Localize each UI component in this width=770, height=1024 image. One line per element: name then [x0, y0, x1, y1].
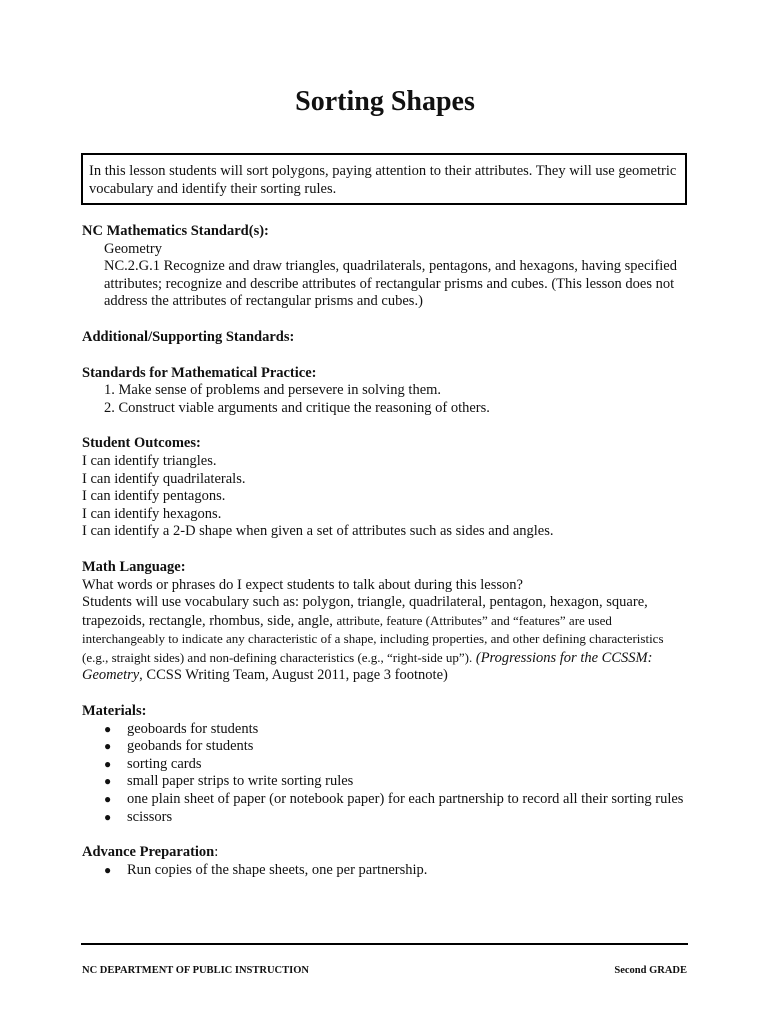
language-citation-title: (Progressions for the CCSSM: Geometry	[82, 649, 653, 684]
list-item: ● sorting cards	[82, 756, 692, 774]
lesson-summary-box	[81, 153, 687, 205]
language-citation-rest: , CCSS Writing Team, August 2011, page 3 footnote)	[139, 667, 448, 684]
footer-grade: Second GRADE	[614, 965, 687, 976]
practice-list	[82, 382, 692, 417]
page-title: Sorting Shapes	[295, 86, 475, 117]
list-item: I can identify quadrilaterals.	[82, 470, 246, 487]
list-item: ● one plain sheet of paper (or notebook paper) for each partnership to record all their sorting rules	[82, 791, 692, 809]
additional-standards-section	[82, 329, 692, 347]
practice-heading: Standards for Mathematical Practice:	[82, 364, 317, 381]
lesson-summary-text: In this lesson students will sort polygons, paying attention to their attributes. They will use geometric vocabulary and identify their sorting rules.	[89, 163, 677, 197]
footer-divider	[81, 943, 688, 945]
language-question: What words or phrases do I expect students to talk about during this lesson?	[82, 576, 523, 593]
additional-standards-heading: Additional/Supporting Standards:	[82, 328, 295, 345]
list-item: 2. Construct viable arguments and critique the reasoning of others.	[104, 399, 490, 416]
language-vocab: Students will use vocabulary such as: polygon, triangle, quadrilateral, pentagon, hexagon, square, trapezoids, rectangle, rhombus, side, angle,	[82, 594, 648, 629]
standards-domain: Geometry	[104, 240, 162, 257]
list-item: ● small paper strips to write sorting rules	[82, 773, 692, 791]
language-vocab-paragraph	[82, 594, 692, 685]
preparation-section	[82, 844, 692, 879]
list-item: I can identify hexagons.	[82, 505, 222, 522]
preparation-heading-line	[82, 844, 692, 862]
preparation-list	[82, 862, 692, 880]
preparation-colon: :	[214, 844, 219, 861]
list-item: ● geobands for students	[82, 738, 692, 756]
materials-section	[82, 703, 692, 826]
list-item: ● geoboards for students	[82, 721, 692, 739]
list-item: I can identify triangles.	[82, 452, 217, 469]
practice-section	[82, 365, 692, 418]
list-item: I can identify a 2-D shape when given a set of attributes such as sides and angles.	[82, 523, 554, 540]
preparation-heading: Advance Preparation	[82, 844, 215, 861]
language-note: attribute, feature (Attributes” and “features” are used interchangeably to indicate any characteristic of a shape, including properties, and other defining characteristics (e.g., straight sides) and non-defining characteristics (e.g., “right-side up”).	[82, 612, 664, 665]
outcomes-heading: Student Outcomes:	[82, 435, 201, 452]
list-item: ● Run copies of the shape sheets, one per partnership.	[82, 862, 692, 880]
list-item: I can identify pentagons.	[82, 488, 226, 505]
materials-list	[82, 721, 692, 827]
standards-text: NC.2.G.1 Recognize and draw triangles, quadrilaterals, pentagons, and hexagons, having specified attributes; recognize and describe attributes of rectangular prisms and cubes. (This lesson does not address the attributes of rectangular prisms and cubes.)	[104, 258, 677, 310]
standards-section	[82, 223, 692, 311]
materials-heading: Materials:	[82, 703, 147, 720]
footer-department: NC DEPARTMENT OF PUBLIC INSTRUCTION	[82, 965, 309, 976]
language-section	[82, 559, 692, 685]
list-item: 1. Make sense of problems and persevere in solving them.	[104, 382, 442, 399]
outcomes-section	[82, 435, 692, 541]
standards-heading: NC Mathematics Standard(s):	[82, 223, 269, 239]
language-heading: Math Language:	[82, 558, 186, 575]
lesson-content	[82, 223, 692, 897]
list-item: ● scissors	[82, 809, 692, 827]
